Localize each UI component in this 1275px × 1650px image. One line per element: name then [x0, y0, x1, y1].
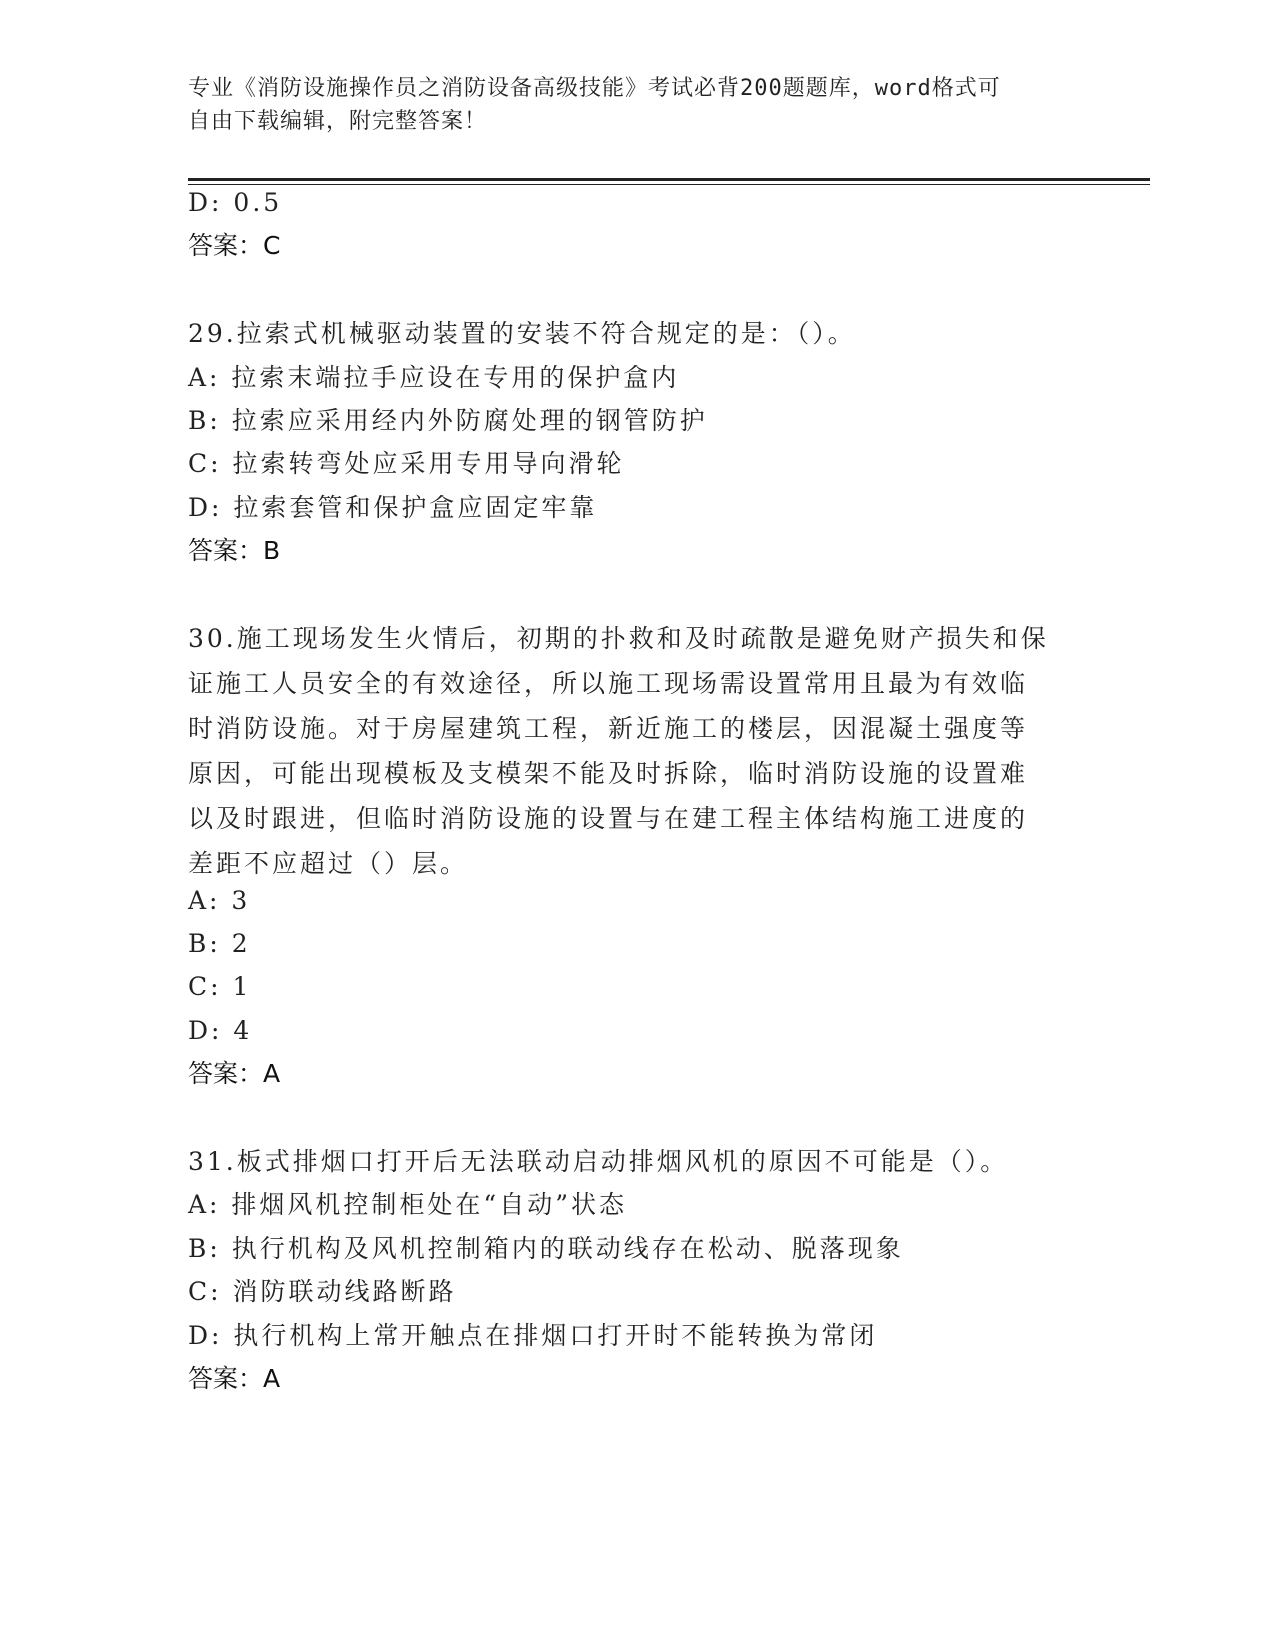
q30-option-d: D: 4 — [188, 1016, 253, 1045]
document-header — [188, 72, 1088, 138]
q30-option-b: B: 2 — [188, 929, 251, 958]
q30-stem-line: 差距不应超过（）层。 — [188, 849, 469, 878]
q30-stem-line: 原因，可能出现模板及支模架不能及时拆除，临时消防设施的设置难 — [188, 759, 1029, 788]
prev-answer: 答案：C — [188, 231, 281, 260]
prev-option-d: D: 0.5 — [188, 188, 283, 217]
q30-stem-line: 以及时跟进，但临时消防设施的设置与在建工程主体结构施工进度的 — [188, 804, 1029, 833]
q30-stem-line: 证施工人员安全的有效途径，所以施工现场需设置常用且最为有效临 — [188, 669, 1029, 698]
q30-option-a: A: 3 — [188, 886, 251, 915]
q29-option-a: A: 拉索末端拉手应设在专用的保护盒内 — [188, 363, 680, 392]
q31-answer: 答案：A — [188, 1364, 281, 1393]
q29-option-b: B: 拉索应采用经内外防腐处理的钢管防护 — [188, 406, 708, 435]
q31-option-b: B: 执行机构及风机控制箱内的联动线存在松动、脱落现象 — [188, 1234, 904, 1263]
header-title-line-1: 专业《消防设施操作员之消防设备高级技能》考试必背200题题库，word格式可 — [188, 76, 1001, 101]
q31-option-c: C: 消防联动线路断路 — [188, 1277, 457, 1306]
q30-option-c: C: 1 — [188, 972, 252, 1001]
q30-stem-line: 时消防设施。对于房屋建筑工程，新近施工的楼层，因混凝土强度等 — [188, 714, 1029, 743]
header-divider-thin — [188, 184, 1150, 185]
q29-option-d: D: 拉索套管和保护盒应固定牢靠 — [188, 493, 598, 522]
q29-answer: 答案：B — [188, 536, 281, 565]
header-title-line-2: 自由下载编辑，附完整答案！ — [188, 109, 488, 134]
q30-stem-line: 30.施工现场发生火情后，初期的扑救和及时疏散是避免财产损失和保 — [188, 624, 1049, 653]
header-divider-thick — [188, 178, 1150, 181]
q30-stem — [188, 616, 1088, 886]
q31-option-d: D: 执行机构上常开触点在排烟口打开时不能转换为常闭 — [188, 1321, 878, 1350]
q29-stem: 29.拉索式机械驱动装置的安装不符合规定的是：（）。 — [188, 319, 856, 348]
q29-option-c: C: 拉索转弯处应采用专用导向滑轮 — [188, 449, 625, 478]
q31-stem: 31.板式排烟口打开后无法联动启动排烟风机的原因不可能是（）。 — [188, 1147, 1009, 1176]
q30-answer: 答案：A — [188, 1059, 281, 1088]
q31-option-a: A: 排烟风机控制柜处在“自动”状态 — [188, 1190, 627, 1219]
